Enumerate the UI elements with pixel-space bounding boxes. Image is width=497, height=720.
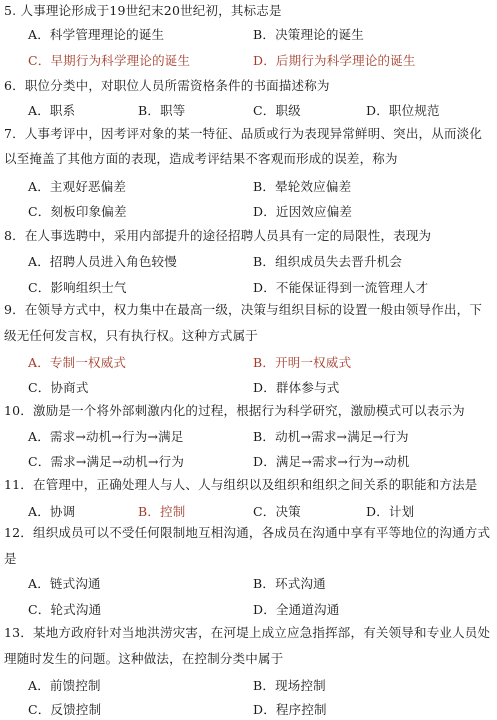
question-10-option-a: A．需求→动机→行为→满足 <box>28 429 184 444</box>
question-6-option-b: B．职等 <box>138 103 186 118</box>
question-10-stem: 10．激励是一个将外部刺激内化的过程，根据行为科学研究，激励模式可以表示为 <box>4 403 465 418</box>
question-13-option-b: B．现场控制 <box>253 678 326 693</box>
question-11-stem: 11．在管理中，正确处理人与人、人与组织以及组织和组织之间关系的职能和方法是 <box>4 477 478 492</box>
question-6-option-c: C．职级 <box>253 103 301 118</box>
question-10-option-b: B．动机→需求→满足→行为 <box>253 429 409 444</box>
question-6-stem: 6．职位分类中，对职位人员所需资格条件的书面描述称为 <box>4 78 330 93</box>
question-5-stem: 5. 人事理论形成于19世纪末20世纪初，其标志是 <box>4 3 282 18</box>
question-5-option-c: C．早期行为科学理论的诞生 <box>28 53 191 68</box>
question-11-option-a: A．协调 <box>28 504 76 519</box>
question-13-stem-line-2: 理随时发生的问题。这种做法，在控制分类中属于 <box>4 651 284 666</box>
question-5-option-a: A．科学管理理论的诞生 <box>28 27 165 42</box>
question-12-option-d: D．全通道沟通 <box>253 602 340 617</box>
question-8-option-d: D．不能保证得到一流管理人才 <box>253 280 429 295</box>
question-7-option-c: C．刻板印象偏差 <box>28 204 127 219</box>
question-7-stem-line-1: 7．人事考评中，因考评对象的某一特征、品质或行为表现异常鲜明、突出，从而淡化 <box>4 126 483 141</box>
question-11-option-c: C．决策 <box>253 504 301 519</box>
question-6-option-d: D．职位规范 <box>366 103 440 118</box>
question-10-option-d: D．满足→需求→行为→动机 <box>253 454 410 469</box>
question-11-option-b: B．控制 <box>138 504 186 519</box>
question-9-option-a: A．专制一权威式 <box>28 355 127 370</box>
question-9-option-d: D．群体参与式 <box>253 380 340 395</box>
question-9-stem-line-1: 9．在领导方式中，权力集中在最高一级，决策与组织目标的设置一般由领导作出，下 <box>4 302 483 317</box>
question-7-option-d: D．近因效应偏差 <box>253 204 353 219</box>
question-12-stem-line-1: 12．组织成员可以不受任何限制地互相沟通，各成员在沟通中享有平等地位的沟通方式 <box>4 525 491 540</box>
question-10-option-c: C．需求→满足→动机→行为 <box>28 454 185 469</box>
question-13-option-a: A．前馈控制 <box>28 678 101 693</box>
question-9-option-b: B．开明一权威式 <box>253 355 352 370</box>
question-8-option-b: B．组织成员失去晋升机会 <box>253 254 403 269</box>
question-12-stem-line-2: 是 <box>4 551 17 566</box>
question-12-option-a: A．链式沟通 <box>28 576 101 591</box>
question-12-option-b: B．环式沟通 <box>253 576 326 591</box>
question-7-option-b: B．晕轮效应偏差 <box>253 179 352 194</box>
question-7-stem-line-2: 以至掩盖了其他方面的表现，造成考评结果不客观而形成的误差，称为 <box>4 151 398 166</box>
question-13-stem-line-1: 13．某地方政府针对当地洪涝灾害，在河堤上成立应急指挥部，有关领导和专业人员处 <box>4 625 491 640</box>
question-13-option-c: C．反馈控制 <box>28 702 102 717</box>
question-8-option-c: C．影响组织士气 <box>28 280 127 295</box>
question-5-option-b: B．决策理论的诞生 <box>253 27 364 42</box>
question-11-option-d: D．计划 <box>366 504 415 519</box>
question-5-option-d: D．后期行为科学理论的诞生 <box>253 53 416 68</box>
question-8-stem: 8．在人事选聘中，采用内部提升的途径招聘人员具有一定的局限性，表现为 <box>4 228 432 243</box>
question-12-option-c: C．轮式沟通 <box>28 602 102 617</box>
question-6-option-a: A．职系 <box>28 103 76 118</box>
question-9-option-c: C．协商式 <box>28 380 89 395</box>
question-8-option-a: A．招聘人员进入角色较慢 <box>28 254 177 269</box>
question-9-stem-line-2: 级无任何发言权，只有执行权。这种方式属于 <box>4 328 259 343</box>
question-7-option-a: A．主观好恶偏差 <box>28 179 127 194</box>
question-13-option-d: D．程序控制 <box>253 702 327 717</box>
